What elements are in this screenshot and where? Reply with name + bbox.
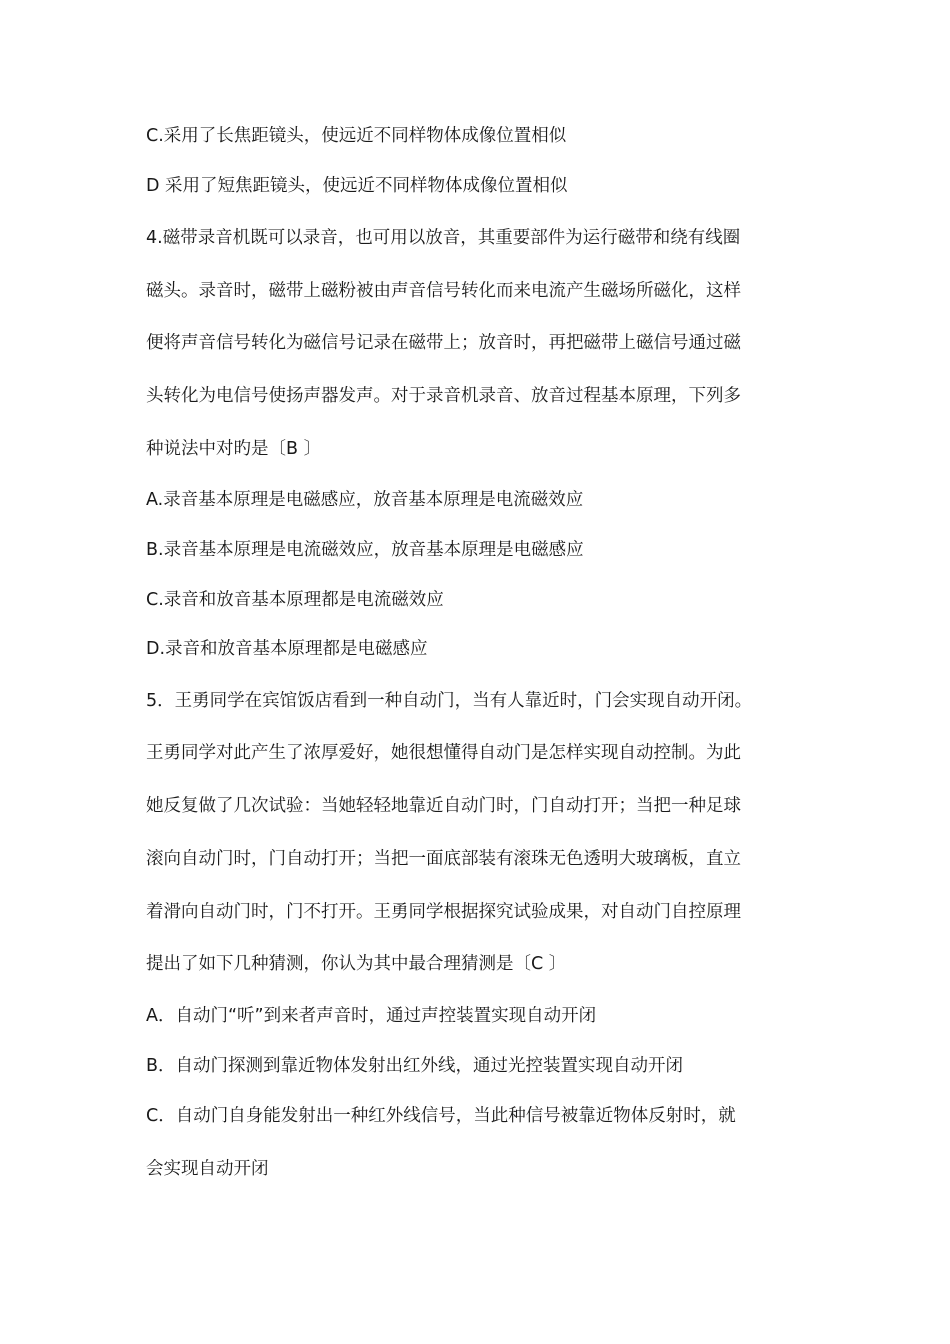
question-5-line-3: 她反复做了几次试验：当她轻轻地靠近自动门时，门自动打开；当把一种足球	[146, 796, 741, 816]
option-b-q5: B．自动门探测到靠近物体发射出红外线，通过光控装置实现自动开闭	[146, 1056, 684, 1076]
option-c-q3: C.采用了长焦距镜头，使远近不同样物体成像位置相似	[146, 126, 567, 146]
question-5-line-2: 王勇同学对此产生了浓厚爱好，她很想懂得自动门是怎样实现自动控制。为此	[146, 743, 741, 763]
question-5-line-5: 着滑向自动门时，门不打开。王勇同学根据探究试验成果，对自动门自控原理	[146, 902, 741, 922]
option-d-q3: D 采用了短焦距镜头，使远近不同样物体成像位置相似	[146, 176, 568, 196]
option-c-q5-line-2: 会实现自动开闭	[146, 1159, 269, 1179]
option-a-q5: A．自动门“听”到来者声音时，通过声控装置实现自动开闭	[146, 1006, 597, 1026]
question-4-line-3: 便将声音信号转化为磁信号记录在磁带上；放音时，再把磁带上磁信号通过磁	[146, 333, 741, 353]
option-d-q4: D.录音和放音基本原理都是电磁感应	[146, 639, 428, 659]
question-4-line-5: 种说法中对旳是〔B 〕	[146, 439, 322, 459]
option-a-q4: A.录音基本原理是电磁感应，放音基本原理是电流磁效应	[146, 490, 584, 510]
option-b-q4: B.录音基本原理是电流磁效应，放音基本原理是电磁感应	[146, 540, 584, 560]
question-4-line-1: 4.磁带录音机既可以录音，也可用以放音，其重要部件为运行磁带和绕有线圈	[146, 228, 741, 248]
option-c-q4: C.录音和放音基本原理都是电流磁效应	[146, 590, 444, 610]
option-c-q5-line-1: C．自动门自身能发射出一种红外线信号，当此种信号被靠近物体反射时，就	[146, 1106, 736, 1126]
question-4-line-2: 磁头。录音时，磁带上磁粉被由声音信号转化而来电流产生磁场所磁化，这样	[146, 281, 741, 301]
question-5-line-6: 提出了如下几种猜测，你认为其中最合理猜测是〔C 〕	[146, 954, 567, 974]
question-4-line-4: 头转化为电信号使扬声器发声。对于录音机录音、放音过程基本原理，下列多	[146, 386, 741, 406]
question-5-line-4: 滚向自动门时，门自动打开；当把一面底部装有滚珠无色透明大玻璃板，直立	[146, 849, 741, 869]
question-5-line-1: 5．王勇同学在宾馆饭店看到一种自动门，当有人靠近时，门会实现自动开闭。	[146, 691, 753, 711]
